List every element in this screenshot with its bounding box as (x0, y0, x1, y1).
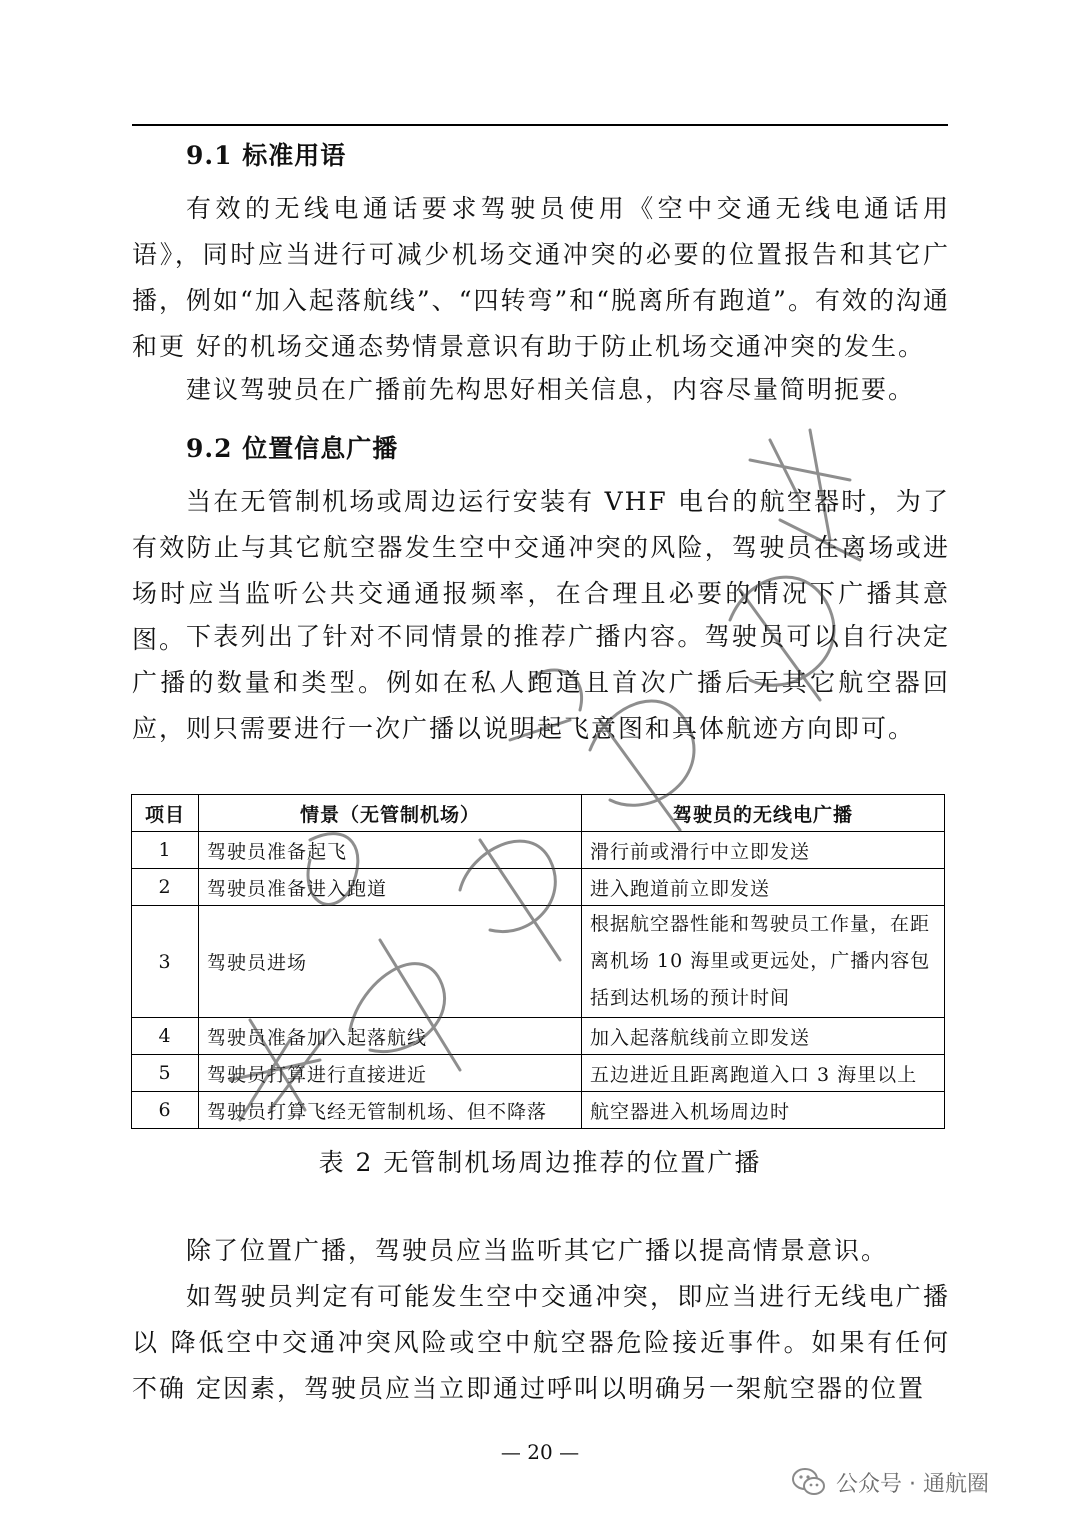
column-header-item: 项目 (132, 795, 199, 832)
paragraph-standard-phraseology: 有效的无线电通话要求驾驶员使用《空中交通无线电通话用语》，同时应当进行可减少机场交通冲突的必要的位置报告和其它广播，例如“加入起落航线”、“四转弯”和“脱离所有跑道”。有效的沟通和更 好的机场交通态势情景意识有助于防止机场交通冲突的发生。 (132, 194, 950, 361)
paragraph-monitor-broadcasts: 除了位置广播，驾驶员应当监听其它广播以提高情景意识。 (186, 1236, 889, 1265)
row-situation: 驾驶员打算飞经无管制机场、但不降落 (199, 1092, 582, 1129)
section-heading-9-1: 9.1 标准用语 (186, 141, 347, 170)
row-situation: 驾驶员准备加入起落航线 (199, 1018, 582, 1055)
header-rule (132, 124, 948, 126)
table-row (132, 869, 945, 906)
wechat-icon (792, 1467, 826, 1497)
row-number: 6 (132, 1092, 199, 1129)
row-number: 3 (132, 906, 199, 1018)
wechat-account-name: 公众号 · 通航圈 (836, 1471, 989, 1497)
table-row (132, 832, 945, 869)
table-row (132, 1018, 945, 1055)
section-heading-9-2: 9.2 位置信息广播 (186, 434, 399, 463)
page-number: — 20 — (500, 1440, 580, 1464)
paragraph-position-broadcast: 当在无管制机场或周边运行安装有 VHF 电台的航空器时，为了有效防止与其它航空器发生空中交通冲突的风险，驾驶员在离场或进场时应当监听公共交通通报频率，在合理且必要的情况下广播其意图。 (132, 487, 950, 654)
broadcast-table (131, 794, 945, 1129)
table-row (132, 1055, 945, 1092)
row-situation: 驾驶员进场 (199, 906, 582, 1018)
row-number: 2 (132, 869, 199, 906)
row-situation: 驾驶员准备起飞 (199, 832, 582, 869)
column-header-situation: 情景（无管制机场） (199, 795, 582, 832)
row-situation: 驾驶员打算进行直接进近 (199, 1055, 582, 1092)
table-caption: 表 2 无管制机场周边推荐的位置广播 (318, 1148, 762, 1177)
table-row (132, 906, 945, 1018)
row-number: 1 (132, 832, 199, 869)
column-header-broadcast: 驾驶员的无线电广播 (582, 795, 945, 832)
table-header-row (132, 795, 945, 832)
paragraph-brief-advice: 建议驾驶员在广播前先构思好相关信息，内容尽量简明扼要。 (186, 375, 916, 404)
row-number: 4 (132, 1018, 199, 1055)
table-row (132, 1092, 945, 1129)
paragraph-conflict-broadcast: 如驾驶员判定有可能发生空中交通冲突，即应当进行无线电广播以 降低空中交通冲突风险或空中航空器危险接近事件。如果有任何不确 定因素，驾驶员应当立即通过呼叫以明确另一架航空器的位置 (132, 1282, 950, 1403)
paragraph-table-intro: 下表列出了针对不同情景的推荐广播内容。驾驶员可以自行决定广播的数量和类型。例如在私人跑道且首次广播后无其它航空器回应，则只需要进行一次广播以说明起飞意图和具体航迹方向即可。 (132, 622, 950, 743)
row-number: 5 (132, 1055, 199, 1092)
row-broadcast: 五边进近且距离跑道入口 3 海里以上 (582, 1055, 945, 1092)
row-broadcast: 根据航空器性能和驾驶员工作量，在距离机场 10 海里或更远处，广播内容包括到达机场的预计时间 (582, 906, 945, 1018)
row-broadcast: 进入跑道前立即发送 (582, 869, 945, 906)
row-situation: 驾驶员准备进入跑道 (199, 869, 582, 906)
row-broadcast: 滑行前或滑行中立即发送 (582, 832, 945, 869)
wechat-watermark (792, 1462, 989, 1502)
row-broadcast: 航空器进入机场周边时 (582, 1092, 945, 1129)
row-broadcast: 加入起落航线前立即发送 (582, 1018, 945, 1055)
